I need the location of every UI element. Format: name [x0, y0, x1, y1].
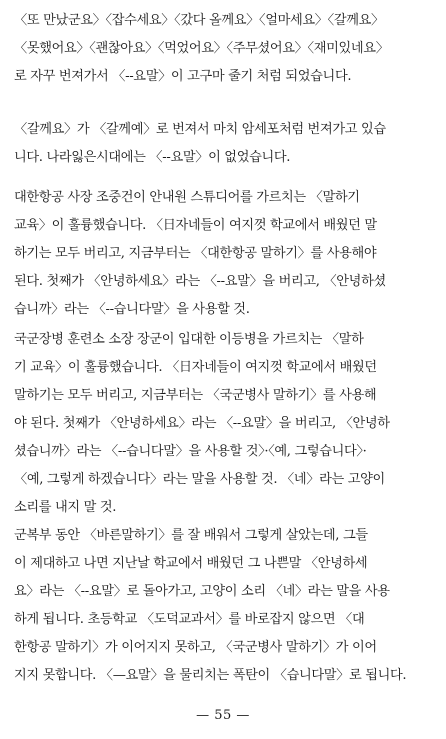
text-line: 요〉라는 〈--요말〉로 돌아가고, 고양이 소리 〈네〉라는 말을 사용	[14, 584, 390, 599]
text-line: 군복부 동안 〈바른말하기〉를 잘 배워서 그렇게 살았는데, 그들	[14, 528, 368, 543]
text-line: 하게 됩니다. 초등학교 〈도덕교과서〉를 바로잡지 않으면 〈대	[14, 612, 365, 627]
text-line: 하기는 모두 버리고, 지금부터는 〈대한항공 말하기〉를 사용해야	[14, 246, 377, 261]
paragraph-4	[14, 326, 434, 522]
text-line: 한항공 말하기〉가 이어지지 못하고, 〈국군병사 말하기〉가 이어	[14, 640, 377, 655]
text-line: 기 교육〉이 훌륭했습니다. 〈日자네들이 여지껏 학교에서 배웠던	[14, 360, 377, 375]
text-line: 셨습니까〉라는 〈--습니다말〉을 사용할 것〉·〈예, 그렇습니다〉·	[14, 444, 367, 459]
text-line: 국군장병 훈련소 소장 장군이 입대한 이등병을 가르치는 〈말하	[14, 332, 364, 347]
text-line: 된다. 첫째가 〈안녕하세요〉라는 〈--요말〉을 버리고, 〈안녕하셨	[14, 274, 386, 289]
text-line: 지지 못합니다. 〈—요말〉을 물리치는 폭탄이 〈습니다말〉로 됩니다.	[14, 668, 407, 683]
text-line: 니다. 나라잃은시대에는 〈--요말〉이 없었습니다.	[14, 150, 291, 165]
text-line: 이 제대하고 나면 지난날 학교에서 배웠던 그 나쁜말 〈안녕하세	[14, 556, 368, 571]
text-line: 로 자꾸 번져가서 〈--요말〉이 고구마 줄기 처럼 되었습니다.	[14, 69, 352, 84]
text-line: 야 된다. 첫째가 〈안녕하세요〉라는 〈--요말〉을 버리고, 〈안녕하	[14, 416, 390, 431]
text-line: 교육〉이 훌륭했습니다. 〈日자네들이 여지껏 학교에서 배웠던 말	[14, 218, 377, 233]
text-line: 소리를 내지 말 것.	[14, 500, 117, 515]
paragraph-2	[14, 116, 434, 172]
text-line: 〈또 만났군요〉〈잡수세요〉〈갔다 올께요〉〈얼마세요〉〈갈께요〉	[14, 13, 384, 28]
text-line: 대한항공 사장 조중건이 안내원 스튜디어를 가르치는 〈말하기	[14, 190, 360, 205]
page-number: — 55 —	[196, 708, 250, 723]
paragraph-1	[14, 7, 434, 91]
text-line: 〈못했어요〉〈괜찮아요〉〈먹었어요〉〈주무셨어요〉〈재미있네요〉	[14, 41, 389, 56]
text-line: 말하기는 모두 버리고, 지금부터는 〈국군병사 말하기〉를 사용해	[14, 388, 377, 403]
paragraph-3	[14, 184, 434, 324]
text-line: 〈예, 그렇게 하겠습니다〉라는 말을 사용할 것. 〈네〉라는 고양이	[14, 472, 385, 487]
text-line: 〈갈께요〉가 〈갈께예〉로 번져서 마치 암세포처럼 번져가고 있습	[14, 122, 386, 137]
paragraph-5	[14, 522, 434, 690]
text-line: 습니까〉라는 〈--습니다말〉을 사용할 것.	[14, 302, 250, 317]
